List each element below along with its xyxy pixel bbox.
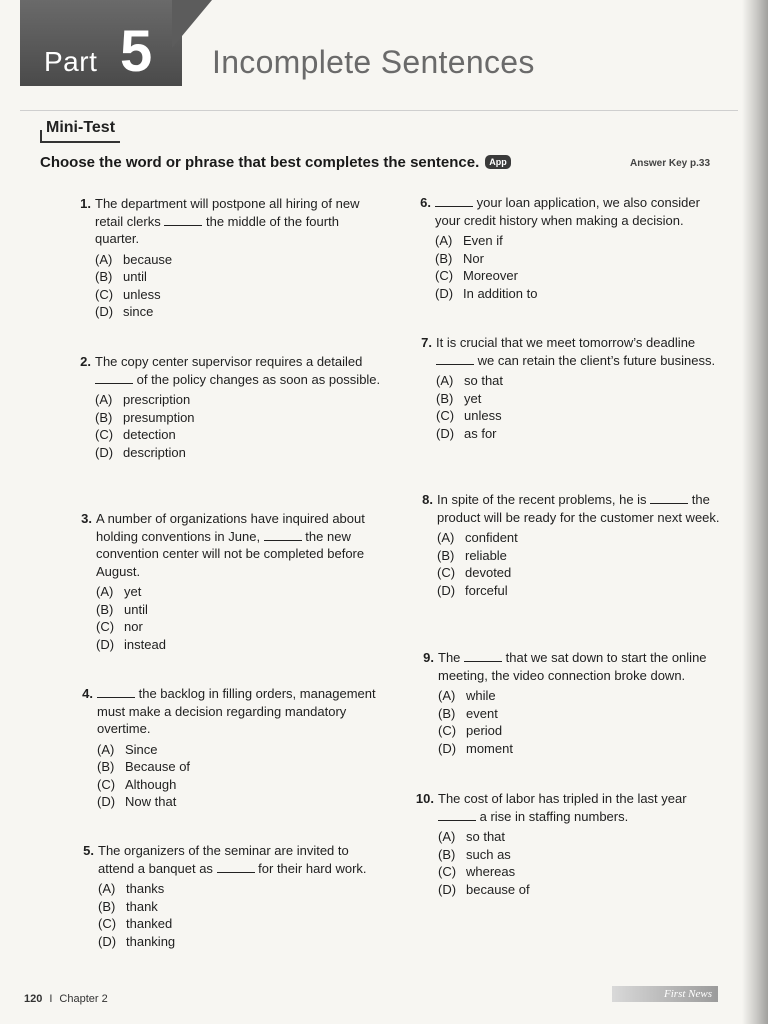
answer-options	[436, 372, 726, 442]
option-text: forceful	[465, 582, 508, 598]
option-text: Even if	[463, 233, 503, 248]
option-letter: (D)	[95, 444, 114, 460]
question-number: 8.	[422, 492, 433, 507]
option-text: because of	[466, 881, 530, 897]
question-stem	[95, 353, 385, 388]
answer-options	[97, 741, 387, 811]
option-text: presumption	[123, 409, 195, 425]
section-label: Mini-Test	[46, 119, 116, 136]
stem-text-after-blank: the backlog in filling orders, management must make a decision regarding mandatory overtime.	[97, 686, 376, 736]
question-10	[415, 790, 728, 898]
answer-option	[437, 529, 727, 547]
answer-option	[437, 547, 727, 565]
option-letter: (B)	[97, 759, 115, 774]
option-text: unless	[464, 408, 502, 423]
answer-blank	[438, 809, 476, 821]
option-text: instead	[124, 636, 166, 652]
answer-option	[98, 933, 388, 951]
chapter-label: Chapter 2	[59, 993, 108, 1005]
option-letter: (D)	[435, 285, 454, 301]
option-text: thanked	[126, 916, 173, 931]
answer-option	[95, 286, 385, 304]
answer-option	[436, 425, 726, 443]
question-7	[421, 334, 726, 442]
question-number: 10.	[415, 791, 434, 806]
answer-blank	[435, 195, 473, 207]
stem-text-before-blank: In spite of the recent problems, he is	[437, 492, 651, 507]
option-letter: (C)	[435, 268, 454, 283]
question-stem	[97, 685, 387, 738]
answer-option	[438, 705, 728, 723]
option-text: Because of	[125, 759, 191, 774]
stem-text-after-blank: for their hard work.	[254, 860, 367, 876]
answer-option	[97, 741, 387, 759]
option-letter: (A)	[98, 881, 116, 896]
option-letter: (B)	[437, 547, 455, 563]
part-word: Part	[44, 46, 98, 77]
option-letter: (D)	[97, 794, 116, 809]
option-letter: (B)	[95, 269, 113, 284]
question-stem	[435, 194, 725, 229]
question-stem	[438, 649, 728, 684]
answer-option	[98, 898, 388, 916]
option-text: thanking	[126, 933, 176, 949]
option-text: yet	[464, 390, 482, 406]
option-letter: (A)	[438, 688, 456, 703]
option-letter: (B)	[438, 846, 456, 862]
option-text: whereas	[466, 864, 516, 879]
option-text: Although	[125, 776, 177, 792]
question-3	[81, 510, 386, 653]
stem-text-after-blank: the product will be ready for the customer next week.	[437, 492, 720, 525]
stem-text-before-blank: The department will postpone all hiring of new retail clerks	[95, 196, 360, 229]
stem-text-after-blank: we can retain the client’s future business.	[474, 352, 716, 368]
answer-options	[438, 687, 728, 757]
option-text: prescription	[123, 392, 191, 407]
question-stem	[96, 510, 386, 580]
option-text: Moreover	[463, 268, 518, 283]
option-text: so that	[464, 373, 504, 388]
part-badge	[20, 0, 182, 86]
answer-blank	[97, 686, 135, 698]
option-letter: (A)	[436, 373, 454, 388]
answer-options	[98, 880, 388, 950]
stem-text-after-blank: your loan application, we also consider your credit history when making a decision.	[435, 195, 700, 228]
answer-option	[96, 618, 386, 636]
stem-text-after-blank: the middle of the fourth quarter.	[95, 213, 339, 246]
answer-option	[435, 250, 725, 268]
answer-option	[436, 407, 726, 425]
option-letter: (D)	[95, 304, 114, 319]
answer-option	[438, 863, 728, 881]
answer-option	[437, 582, 727, 600]
option-letter: (D)	[438, 740, 457, 756]
question-6	[420, 194, 725, 302]
answer-option	[98, 880, 388, 898]
question-number: 7.	[421, 335, 432, 350]
option-letter: (D)	[98, 933, 117, 949]
answer-option	[95, 409, 385, 427]
answer-option	[97, 793, 387, 811]
option-text: Since	[125, 741, 158, 757]
answer-option	[438, 828, 728, 846]
option-text: In addition to	[463, 285, 538, 301]
question-1	[80, 195, 385, 321]
answer-options	[95, 251, 385, 321]
answer-option	[97, 776, 387, 794]
option-text: nor	[124, 619, 143, 634]
answer-option	[95, 426, 385, 444]
stem-text-before-blank: It is crucial that we meet tomorrow’s deadline	[436, 335, 696, 350]
question-9	[423, 649, 728, 757]
stem-text-before-blank: The organizers of the seminar are invited to attend a banquet as	[98, 843, 349, 876]
answer-option	[437, 564, 727, 582]
option-text: devoted	[465, 565, 512, 580]
instruction	[40, 154, 511, 171]
question-number: 4.	[82, 686, 93, 701]
answer-option	[96, 583, 386, 601]
option-letter: (C)	[96, 619, 115, 634]
option-letter: (B)	[96, 601, 114, 617]
answer-option	[95, 303, 385, 321]
option-letter: (C)	[97, 776, 116, 792]
answer-options	[95, 391, 385, 461]
answer-option	[435, 232, 725, 250]
option-text: moment	[466, 740, 513, 756]
part-number: 5	[120, 19, 153, 84]
option-text: so that	[466, 829, 506, 844]
option-text: thank	[126, 898, 158, 914]
stem-text-before-blank: The copy center supervisor requires a detailed	[95, 354, 363, 369]
option-letter: (B)	[438, 705, 456, 721]
stem-text-after-blank: that we sat down to start the online meeting, the video connection broke down.	[438, 650, 707, 683]
question-4	[82, 685, 387, 811]
option-letter: (A)	[96, 584, 114, 599]
option-letter: (A)	[97, 741, 115, 757]
instruction-text: Choose the word or phrase that best completes the sentence.	[40, 154, 480, 171]
answer-option	[98, 915, 388, 933]
question-number: 6.	[420, 195, 431, 210]
option-letter: (D)	[96, 636, 115, 652]
option-letter: (D)	[438, 881, 457, 897]
page-title: Incomplete Sentences	[212, 44, 535, 80]
answer-option	[438, 722, 728, 740]
page-gutter-shadow	[742, 0, 768, 1024]
question-2	[80, 353, 385, 461]
answer-option	[95, 251, 385, 269]
question-stem	[437, 491, 727, 526]
question-number: 3.	[81, 511, 92, 526]
option-text: until	[123, 269, 147, 284]
answer-blank	[95, 372, 133, 384]
option-letter: (A)	[95, 251, 113, 267]
answer-option	[435, 267, 725, 285]
option-text: thanks	[126, 881, 165, 896]
question-number: 2.	[80, 354, 91, 369]
option-letter: (A)	[435, 233, 453, 248]
option-text: description	[123, 444, 186, 460]
question-number: 5.	[83, 843, 94, 858]
stem-text-after-blank: a rise in staffing numbers.	[476, 808, 629, 824]
answer-option	[95, 444, 385, 462]
option-text: while	[466, 688, 496, 703]
answer-option	[96, 636, 386, 654]
page-footer	[24, 993, 108, 1005]
answer-options	[435, 232, 725, 302]
answer-option	[438, 740, 728, 758]
option-letter: (B)	[436, 390, 454, 406]
stem-text-before-blank: The cost of labor has tripled in the last year	[438, 791, 687, 806]
page-number: 120	[24, 993, 43, 1005]
option-text: as for	[464, 425, 497, 441]
answer-blank	[264, 529, 302, 541]
answer-option	[438, 846, 728, 864]
answer-option	[95, 268, 385, 286]
option-letter: (C)	[437, 565, 456, 580]
option-text: reliable	[465, 547, 507, 563]
answer-option	[438, 881, 728, 899]
option-letter: (B)	[98, 898, 116, 914]
option-letter: (C)	[98, 916, 117, 931]
answer-option	[436, 372, 726, 390]
question-stem	[436, 334, 726, 369]
answer-blank	[464, 650, 502, 662]
option-text: such as	[466, 846, 511, 862]
answer-option	[96, 601, 386, 619]
question-stem	[95, 195, 385, 248]
option-text: until	[124, 601, 148, 617]
option-text: detection	[123, 427, 176, 442]
option-letter: (C)	[95, 286, 114, 302]
option-letter: (A)	[438, 829, 456, 844]
option-letter: (B)	[435, 250, 453, 266]
answer-blank	[650, 492, 688, 504]
stem-text-before-blank: The	[438, 650, 465, 665]
stem-text-before-blank: A number of organizations have inquired about holding conventions in June,	[96, 511, 365, 544]
question-stem	[438, 790, 728, 825]
option-text: because	[123, 251, 173, 267]
stem-text-after-blank: of the policy changes as soon as possible.	[133, 371, 381, 387]
option-text: Nor	[463, 250, 484, 266]
answer-key-reference: Answer Key p.33	[630, 158, 711, 169]
option-text: period	[466, 723, 503, 738]
question-8	[422, 491, 727, 599]
answer-options	[437, 529, 727, 599]
option-text: since	[123, 304, 154, 319]
option-letter: (C)	[95, 427, 114, 442]
answer-option	[436, 390, 726, 408]
publisher-logo: First News	[612, 986, 718, 1002]
option-letter: (D)	[437, 582, 456, 598]
question-5	[83, 842, 388, 950]
answer-option	[97, 758, 387, 776]
answer-option	[438, 687, 728, 705]
question-stem	[98, 842, 388, 877]
option-text: confident	[465, 530, 518, 545]
option-letter: (B)	[95, 409, 113, 425]
footer-separator: I	[49, 993, 53, 1005]
answer-options	[96, 583, 386, 653]
option-letter: (D)	[436, 425, 455, 441]
header-divider	[20, 110, 738, 111]
section-label-underline	[40, 141, 120, 143]
stem-text-after-blank: the new convention center will not be completed before August.	[96, 528, 365, 579]
option-letter: (A)	[437, 530, 455, 545]
option-letter: (A)	[95, 392, 113, 407]
option-letter: (C)	[438, 723, 457, 738]
option-letter: (C)	[436, 408, 455, 423]
option-text: Now that	[125, 794, 177, 809]
part-badge-tab	[172, 0, 212, 48]
answer-blank	[217, 861, 255, 873]
answer-blank	[164, 214, 202, 226]
option-text: event	[466, 705, 498, 721]
answer-option	[435, 285, 725, 303]
option-text: yet	[124, 584, 142, 599]
question-number: 1.	[80, 196, 91, 211]
question-number: 9.	[423, 650, 434, 665]
option-text: unless	[123, 286, 161, 302]
option-letter: (C)	[438, 864, 457, 879]
app-badge: App	[485, 155, 511, 169]
answer-option	[95, 391, 385, 409]
answer-blank	[436, 353, 474, 365]
answer-options	[438, 828, 728, 898]
